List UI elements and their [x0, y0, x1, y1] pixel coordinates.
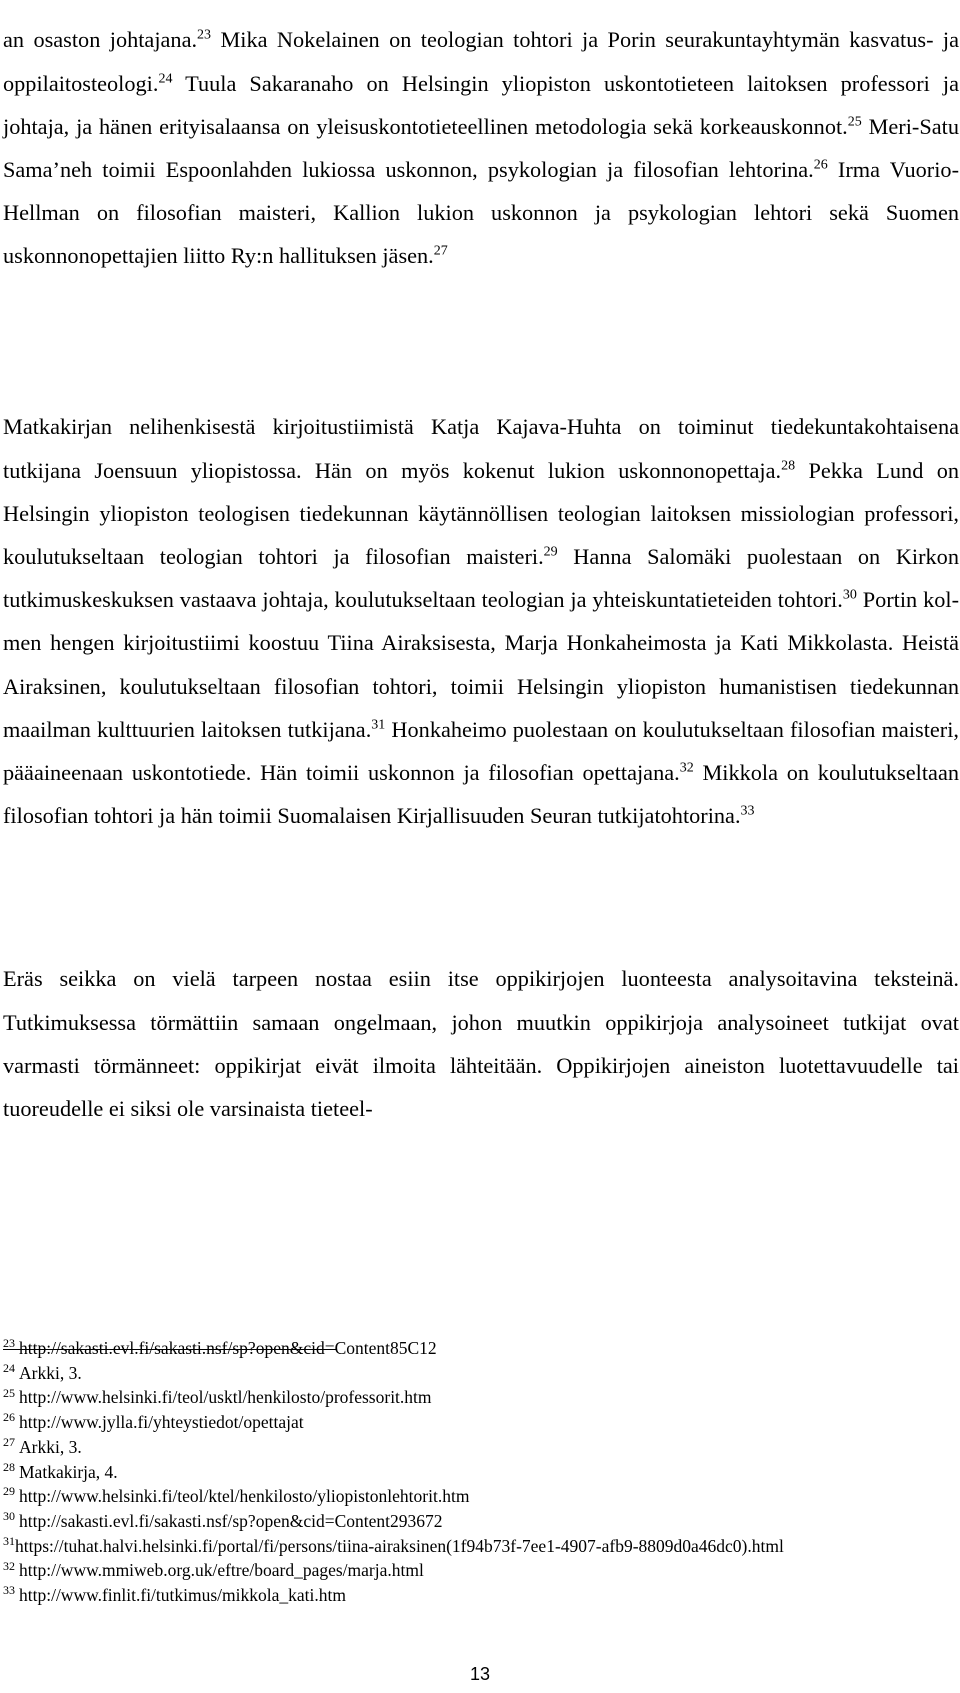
page-number: 13: [469, 1664, 491, 1684]
paragraph-text: Hanna Salomäki puolestaan on Kirkon tutkimuskeskuksen vastaava johtaja, koulutukseltaan teologian ja yhteiskuntatieteiden tohtori.: [3, 543, 959, 613]
footnote-marker: 26: [3, 1410, 15, 1425]
footnote-item: [3, 1460, 959, 1485]
footnote-item: [3, 1484, 959, 1509]
footnote-marker: 24: [3, 1360, 15, 1375]
body-paragraph-3: Eräs seikka on vielä tarpeen nostaa esiin itse oppikirjojen luonteesta analysoitavina teksteinä. Tutkimuksessa törmättiin samaan ongelmaan, johon muutkin oppikirjoja analysoineet tutkijat ovat varmasti törmänneet: oppikirjat eivät ilmoita lähteitään. Oppikirjojen aineiston luotettavuudelle tai tuoreudelle ei siksi ole varsinaista tieteel-: [3, 966, 959, 1121]
footnote-item: [3, 1583, 959, 1608]
footnote-text: http://www.helsinki.fi/teol/ktel/henkilosto/yliopistonlehtorit.htm: [19, 1486, 470, 1507]
footnote-reference: 33: [740, 803, 755, 819]
body-paragraph-1: [3, 18, 959, 277]
footnote-item: [3, 1385, 959, 1410]
footnote-text: http://www.mmiweb.org.uk/eftre/board_pages/marja.html: [19, 1560, 424, 1581]
footnote-item: [3, 1534, 959, 1559]
paragraph-text: Matkakirjan nelihenkisestä kirjoitustiimistä Katja Kajava-Huhta on toiminut tiedekuntakohtaisena tutkijana Joensuun yliopistossa. Hän on myös kokenut lukion uskonnonopettaja.: [3, 414, 959, 483]
footnote-text: http://sakasti.evl.fi/sakasti.nsf/sp?open&cid=Content85C12: [19, 1338, 437, 1358]
paragraph-text: Honkaheimo puolestaan on koulutukseltaan filosofian maisteri, pääaineenaan uskontotiede. Hän toimii uskonnon ja filosofian opettajana.: [3, 716, 959, 785]
footnote-item: [3, 1361, 959, 1386]
paragraph-text: Portin kolmen hengen kirjoitustiimi koostuu Tiina Airaksisesta, Marja Honkaheimosta ja Kati Mikkolasta. Heistä Airaksinen, koulutukseltaan filosofian tohtori, toimii Helsingin yliopiston humanistisen tiedekunnan maailman kulttuurien laitoksen tutkijana.: [3, 587, 959, 742]
footnote-text: http://www.finlit.fi/tutkimus/mikkola_kati.htm: [19, 1585, 346, 1606]
footnote-reference: 30: [842, 587, 857, 603]
footnote-reference: 24: [158, 71, 173, 87]
footnote-text: https://tuhat.halvi.helsinki.fi/portal/fi/persons/tiina-airaksinen(1f94b73f-7ee1-4907-afb9-8809d0a46dc0).html: [15, 1535, 784, 1556]
footnote-marker: 32: [3, 1558, 15, 1573]
paragraph-text: Mika Nokelainen on teologian tohtori ja Porin seurakuntayhtymän kasvatus- ja oppilaitosteologi.: [3, 27, 959, 96]
footnote-marker: 23: [3, 1336, 15, 1351]
paragraph-text: Meri-Satu Sama’neh toimii Espoonlahden lukiossa uskonnon, psykologian ja filosofian lehtorina.: [3, 113, 959, 182]
paragraph-text: Mikkola on koulutukseltaan filosofian tohtori ja hän toimii Suomalaisen Kirjallisuuden Seuran tutkijatohtorina.: [3, 759, 959, 829]
footnote-reference: 27: [433, 243, 448, 259]
footnote-item: [3, 1435, 959, 1460]
footnote-text: http://www.jylla.fi/yhteystiedot/opettajat: [19, 1412, 304, 1433]
footnote-text: http://www.helsinki.fi/teol/usktl/henkilosto/professorit.htm: [19, 1387, 432, 1408]
footnote-reference: 32: [679, 760, 694, 776]
footnote-reference: 26: [813, 157, 828, 173]
paragraph-text: Tuula Sakaranaho on Helsingin yliopiston uskontotieteen laitoksen professori ja johtaja, ja hänen erityisalaansa on yleisuskontotieteellinen metodologia sekä korkeauskonnot.: [3, 70, 959, 139]
footnote-reference: 31: [371, 717, 386, 733]
footnote-marker: 27: [3, 1434, 15, 1449]
footnote-reference: 28: [781, 458, 796, 474]
footnote-reference: 25: [847, 114, 862, 130]
footnote-text: Arkki, 3.: [19, 1436, 82, 1457]
footnote-item: [3, 1336, 959, 1361]
body-paragraph-2: [3, 405, 959, 837]
footnote-item: [3, 1410, 959, 1435]
footnote-marker: 29: [3, 1484, 15, 1499]
footnote-item: [3, 1558, 959, 1583]
paragraph-text: Irma Vuorio-Hellman on filosofian maisteri, Kallion lukion uskonnon ja psykologian lehtori sekä Suomen uskonnonopettajien liitto Ry:n hallituksen jäsen.: [3, 156, 960, 269]
footnote-marker: 33: [3, 1583, 15, 1598]
footnote-text: Arkki, 3.: [19, 1362, 82, 1383]
footnote-item: [3, 1509, 959, 1534]
footnote-marker: 31: [3, 1533, 15, 1548]
paragraph-text: Pekka Lund on Helsingin yliopiston teologisen tiedekunnan käytännöllisen teologian laitoksen missiologian professori, koulutukseltaan teologian tohtori ja filosofian maisteri.: [3, 457, 960, 569]
paragraph-text: an osaston johtajana.: [3, 27, 198, 53]
footnote-reference: 29: [543, 544, 558, 560]
footnote-text: Matkakirja, 4.: [19, 1461, 118, 1482]
footnote-marker: 28: [3, 1459, 15, 1474]
footnote-list: [3, 1336, 959, 1608]
footnote-reference: 23: [197, 27, 212, 43]
footnote-marker: 25: [3, 1385, 15, 1400]
footnote-text: http://sakasti.evl.fi/sakasti.nsf/sp?open&cid=Content293672: [19, 1510, 443, 1531]
footnote-marker: 30: [3, 1509, 15, 1524]
